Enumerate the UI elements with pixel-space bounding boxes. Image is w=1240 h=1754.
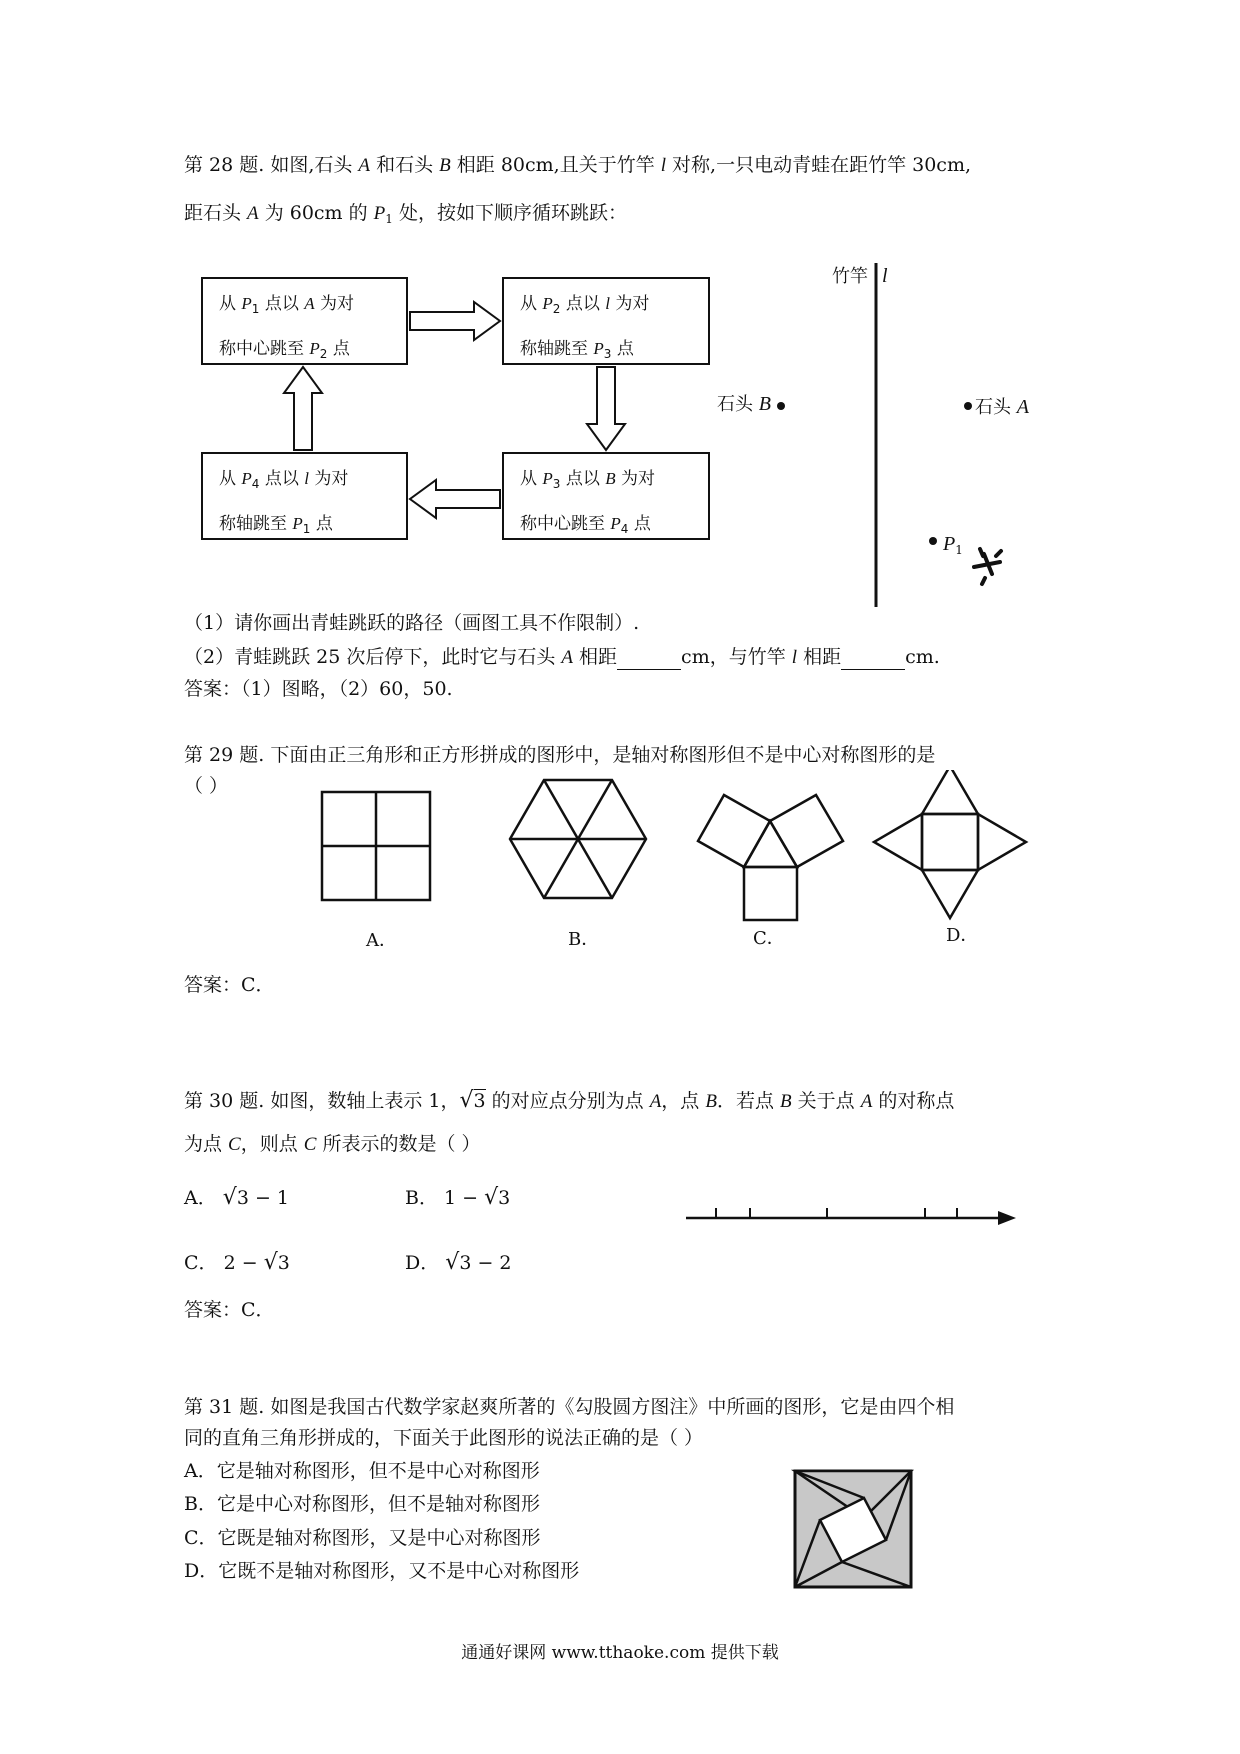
p1-point	[929, 537, 937, 545]
q28-part2: （2）青蛙跳跃 25 次后停下，此时它与石头 A 相距 cm，与竹竿 l 相距 cm.	[184, 646, 940, 668]
q28-diagram	[0, 0, 1240, 640]
q30-line1: 第 30 题. 如图，数轴上表示 1，√3 的对应点分别为点 A，点 B．若点 B 关于点 A 的对称点	[184, 1088, 955, 1113]
zhao-shuang-figure	[790, 1466, 920, 1596]
figure-d	[874, 770, 1026, 918]
figure-c	[698, 795, 843, 920]
q30-option-a: A． √3 − 1	[184, 1185, 289, 1210]
arrow-up	[284, 367, 322, 450]
label-b: B．	[568, 929, 600, 950]
number-line	[680, 1200, 1020, 1230]
arrow-left	[410, 480, 500, 518]
figure-a	[322, 792, 430, 900]
arrow-down	[587, 367, 625, 450]
label-c: C．	[753, 928, 785, 949]
label-a: A．	[366, 930, 397, 951]
p1-label: $P_1$	[943, 533, 963, 557]
q31-option-a: A．它是轴对称图形，但不是中心对称图形	[184, 1460, 540, 1482]
q31-line2: 同的直角三角形拼成的，下面关于此图形的说法正确的是（ ）	[184, 1427, 704, 1449]
pole-label: 竹竿 l	[832, 265, 888, 287]
q31-option-c: C．它既是轴对称图形，又是中心对称图形	[184, 1527, 541, 1549]
q29-figures	[0, 770, 1240, 970]
q31-option-d: D．它既不是轴对称图形，又不是中心对称图形	[184, 1560, 580, 1582]
flow-box-2: 从 $P_2$ 点以 l 为对 称轴跳至 $P_3$ 点	[502, 277, 710, 365]
q30-answer: 答案：C．	[184, 1299, 275, 1321]
frog-icon	[974, 549, 1001, 584]
q31-option-b: B．它是中心对称图形，但不是轴对称图形	[184, 1493, 540, 1515]
answer-blank[interactable]	[617, 651, 681, 670]
answer-blank[interactable]	[841, 651, 905, 670]
stone-a-point	[964, 402, 972, 410]
q30-option-c: C． 2 − √3	[184, 1250, 290, 1275]
q28-line2: 距石头 A 为 60cm 的 $P_1$ 处，按如下顺序循环跳跃：	[184, 202, 627, 226]
stone-a-label: 石头 A	[975, 396, 1029, 418]
label-d: D．	[946, 925, 979, 946]
q30-option-d: D． √3 − 2	[405, 1250, 512, 1275]
page-footer: 通通好课网 www.tthaoke.com 提供下载	[461, 1643, 779, 1663]
q28-part1: （1）请你画出青蛙跳跃的路径（画图工具不作限制）.	[184, 612, 640, 634]
flow-box-4: 从 $P_4$ 点以 l 为对 称轴跳至 $P_1$ 点	[201, 452, 408, 540]
q30-option-b: B． 1 − √3	[405, 1185, 511, 1210]
q30-line2: 为点 C，则点 C 所表示的数是（ ）	[184, 1133, 481, 1155]
q28-answer: 答案：（1）图略，（2）60，50.	[184, 678, 453, 700]
arrow-right	[410, 302, 500, 340]
figure-b	[510, 780, 646, 898]
stone-b-point	[777, 402, 785, 410]
q28-line1: 第 28 题. 如图,石头 A 和石头 B 相距 80cm,且关于竹竿 l 对称,一只电动青蛙在距竹竿 30cm,	[184, 154, 972, 176]
q31-line1: 第 31 题. 如图是我国古代数学家赵爽所著的《勾股圆方图注》中所画的图形，它是由四个相	[184, 1396, 955, 1418]
flow-box-1: 从 $P_1$ 点以 A 为对 称中心跳至 $P_2$ 点	[201, 277, 408, 365]
stone-b-label: 石头 B	[717, 393, 771, 415]
q29-line1: 第 29 题. 下面由正三角形和正方形拼成的图形中，是轴对称图形但不是中心对称图形的是	[184, 744, 936, 766]
flow-box-3: 从 $P_3$ 点以 B 为对 称中心跳至 $P_4$ 点	[502, 452, 710, 540]
q29-answer: 答案：C．	[184, 974, 275, 996]
q29-line2: （ ）	[184, 775, 229, 797]
